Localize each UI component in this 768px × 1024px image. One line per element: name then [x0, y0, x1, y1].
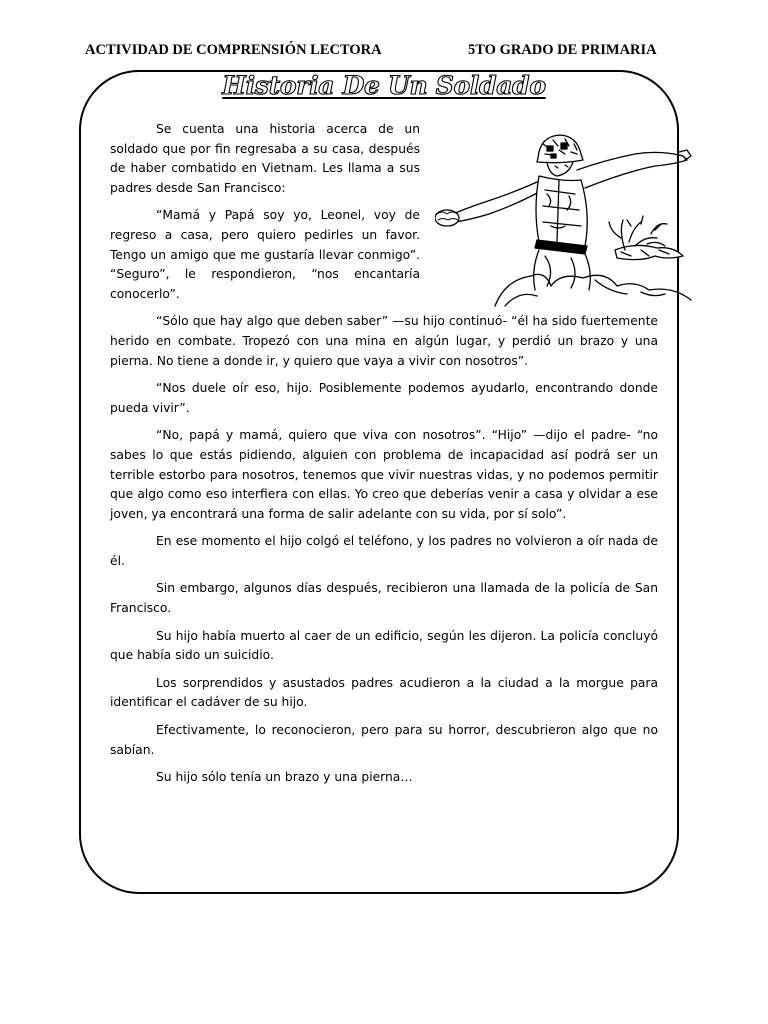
paragraph-8: Su hijo había muerto al caer de un edificio, según les dijeron. La policía concluyó que había sido un suicidio.	[110, 628, 658, 663]
paragraph-2: “Mamá y Papá soy yo, Leonel, voy de regreso a casa, pero quiero pedirles un favor. Tengo un amigo que me gustaría llevar conmigo”. “Seguro”, le respondieron, “nos encantaría conocerlo”.	[110, 208, 420, 301]
paragraph-4: “Nos duele oír eso, hijo. Posiblemente podemos ayudarlo, encontrando donde pueda vivir”.	[110, 381, 658, 415]
story-title: Historia De Un Soldado	[222, 71, 546, 100]
paragraph-5: “No, papá y mamá, quiero que viva con nosotros”. “Hijo” —dijo el padre- “no sabes lo que estás pidiendo, alguien con problema de incapacidad así podrá ser un terrible estorbo para nosotros, tenemos que vivir nuestras vidas, y no podemos permitir que algo como eso interfiera con ellas. Yo creo que deberías venir a casa y olvidar a ese joven, ya encontrará una forma de salir adelante con su vida, por sí solo”.	[110, 428, 658, 521]
paragraph-9: Los sorprendidos y asustados padres acudieron a la ciudad a la morgue para identificar el cadáver de su hijo.	[110, 675, 658, 710]
page-header	[0, 42, 768, 62]
paragraph-3: “Sólo que hay algo que deben saber” —su hijo continuó- “él ha sido fuertemente herido en combate. Tropezó con una mina en algún lugar, y perdió un brazo y una pierna. No tiene a donde ir, y quiero que vaya a vivir con nosotros”.	[110, 314, 658, 368]
paragraph-1: Se cuenta una historia acerca de un soldado que por fin regresaba a su casa, después de haber combatido en Vietnam. Les llama a sus padres desde San Francisco:	[110, 122, 420, 195]
paragraph-7: Sin embargo, algunos días después, recibieron una llamada de la policía de San Francisco.	[110, 581, 658, 616]
activity-label: ACTIVIDAD DE COMPRENSIÓN LECTORA	[85, 42, 382, 58]
paragraph-10: Efectivamente, lo reconocieron, pero para su horror, descubrieron algo que no sabían.	[110, 723, 658, 757]
grade-label: 5TO GRADO DE PRIMARIA	[468, 42, 657, 58]
paragraph-6: En ese momento el hijo colgó el teléfono, y los padres no volvieron a oír nada de él.	[110, 534, 658, 568]
story-text	[110, 120, 658, 796]
paragraph-11: Su hijo sólo tenía un brazo y una pierna…	[156, 770, 413, 785]
